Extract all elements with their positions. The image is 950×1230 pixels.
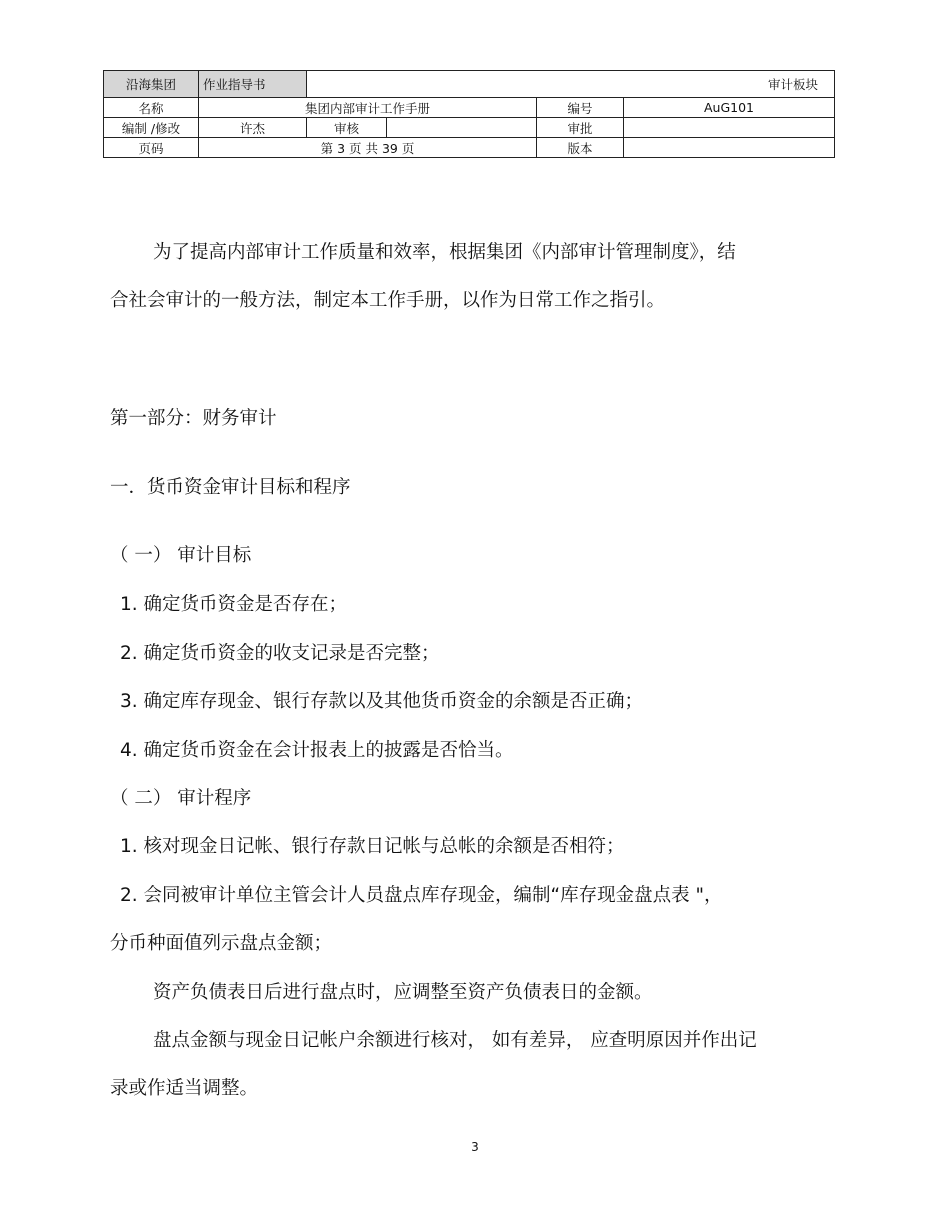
objectives-title: （ 一） 审计目标 bbox=[110, 545, 252, 566]
editor-value: 许杰 bbox=[199, 118, 307, 138]
intro-line-2: 合社会审计的一般方法，制定本工作手册，以作为日常工作之指引。 bbox=[110, 290, 666, 311]
procedure-item: 1. 核对现金日记帐、银行存款日记帐与总帐的余额是否相符； bbox=[120, 836, 625, 857]
review-value bbox=[387, 118, 537, 138]
procedure-item-continued: 分币种面值列示盘点金额； bbox=[110, 933, 333, 954]
page-number: 3 bbox=[471, 1140, 479, 1154]
review-label: 审核 bbox=[307, 118, 387, 138]
page-label: 页码 bbox=[104, 138, 199, 158]
objective-item: 1. 确定货币资金是否存在； bbox=[120, 594, 348, 615]
intro-line-1: 为了提高内部审计工作质量和效率，根据集团《内部审计管理制度》，结 bbox=[153, 242, 736, 263]
paragraph-check-line-2: 录或作适当调整。 bbox=[110, 1078, 259, 1099]
paragraph-adjust: 资产负债表日后进行盘点时，应调整至资产负债表日的金额。 bbox=[153, 982, 653, 1003]
objective-item: 2. 确定货币资金的收支记录是否完整； bbox=[120, 643, 440, 664]
version-label: 版本 bbox=[537, 138, 624, 158]
procedure-item: 2. 会同被审计单位主管会计人员盘点库存现金，编制“库存现金盘点表 "， bbox=[120, 885, 723, 906]
name-value: 集团内部审计工作手册 bbox=[199, 98, 537, 118]
header-section: 审计板块 bbox=[307, 71, 835, 98]
procedures-title: （ 二） 审计程序 bbox=[110, 788, 252, 809]
section-title: 一．货币资金审计目标和程序 bbox=[110, 477, 351, 498]
document-header-table bbox=[103, 70, 835, 158]
editor-label: 编制 /修改 bbox=[104, 118, 199, 138]
header-doc-type: 作业指导书 bbox=[199, 71, 307, 98]
code-label: 编号 bbox=[537, 98, 624, 118]
approve-label: 审批 bbox=[537, 118, 624, 138]
objective-item: 3. 确定库存现金、银行存款以及其他货币资金的余额是否正确； bbox=[120, 691, 644, 712]
page-value: 第 3 页 共 39 页 bbox=[199, 138, 537, 158]
paragraph-check-line-1: 盘点金额与现金日记帐户余额进行核对， 如有差异， 应查明原因并作出记 bbox=[153, 1030, 757, 1051]
approve-value bbox=[624, 118, 835, 138]
name-label: 名称 bbox=[104, 98, 199, 118]
code-value: AuG101 bbox=[624, 98, 835, 118]
part-title: 第一部分：财务审计 bbox=[110, 408, 277, 429]
header-company: 沿海集团 bbox=[104, 71, 199, 98]
objective-item: 4. 确定货币资金在会计报表上的披露是否恰当。 bbox=[120, 740, 514, 761]
version-value bbox=[624, 138, 835, 158]
